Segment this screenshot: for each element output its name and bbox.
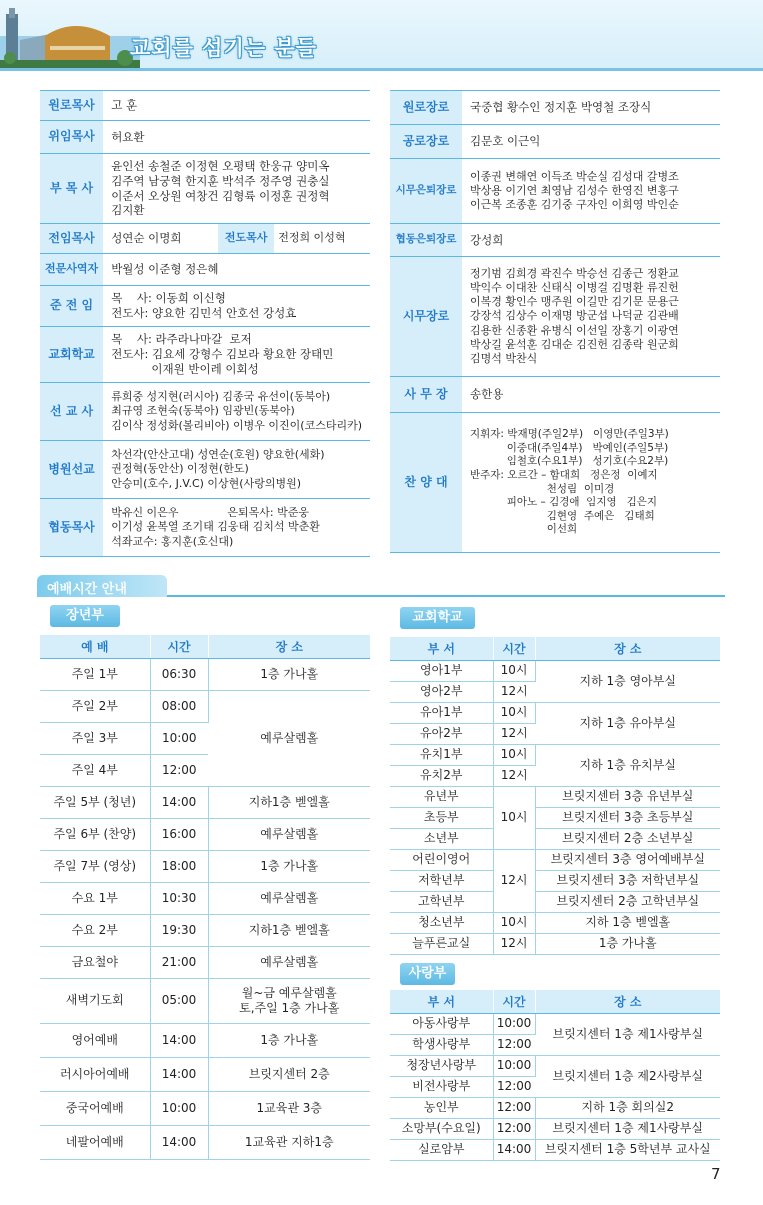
dept-name: 청소년부 <box>390 912 493 933</box>
worship-place: 1교육관 3층 <box>208 1091 370 1125</box>
dept-time: 10:00 <box>493 1013 535 1034</box>
table-row <box>390 744 720 765</box>
page-header <box>0 0 763 70</box>
dept-name: 소년부 <box>390 828 493 849</box>
table-row <box>40 1091 370 1125</box>
table-row <box>40 786 370 818</box>
love-section-label: 사랑부 <box>400 963 455 985</box>
column-header: 장 소 <box>535 990 720 1013</box>
table-row <box>390 1055 720 1076</box>
worship-time: 14:00 <box>150 786 208 818</box>
staff-names: 목 사: 이동희 이신형 전도사: 양요한 김민석 안호선 강성효 <box>103 286 370 327</box>
dept-time: 12시 <box>493 681 535 702</box>
dept-place: 브릿지센터 2층 고학년부실 <box>535 891 720 912</box>
staff-names: 성연순 이명희 <box>103 224 218 254</box>
column-header: 부 서 <box>390 990 493 1013</box>
table-row <box>390 1139 720 1160</box>
staff-role: 협동목사 <box>40 499 103 557</box>
staff-role: 시무장로 <box>390 257 462 377</box>
adult-section-label: 장년부 <box>50 605 120 627</box>
column-header: 장 소 <box>535 637 720 660</box>
worship-name: 러시아어예배 <box>40 1057 150 1091</box>
worship-name: 수요 2부 <box>40 914 150 946</box>
dept-name: 초등부 <box>390 807 493 828</box>
dept-place: 브릿지센터 1층 5학년부 교사실 <box>535 1139 720 1160</box>
table-header-row <box>40 635 370 658</box>
dept-name: 유년부 <box>390 786 493 807</box>
staff-names: 박유신 이은우 은퇴목사: 박준웅 이기성 윤복열 조기태 김웅태 김치석 박춘환 석좌교수: 홍지훈(호신대) <box>103 499 370 557</box>
staff-role: 선 교 사 <box>40 383 103 441</box>
header-divider <box>0 68 763 71</box>
dept-time: 10시 <box>493 786 535 849</box>
worship-name: 주일 3부 <box>40 722 150 754</box>
dept-place: 브릿지센터 1층 제1사랑부실 <box>535 1118 720 1139</box>
table-row <box>40 850 370 882</box>
staff-table-left <box>40 90 370 557</box>
staff-row <box>390 159 720 224</box>
worship-place: 예루살렘홀 <box>208 946 370 978</box>
table-row <box>40 690 370 722</box>
dept-name: 농인부 <box>390 1097 493 1118</box>
dept-name: 유아1부 <box>390 702 493 723</box>
worship-place: 예루살렘홀 <box>208 690 370 786</box>
staff-row <box>40 286 370 327</box>
worship-place: 1층 가나홀 <box>208 1023 370 1057</box>
staff-row <box>40 224 370 254</box>
staff-role: 부 목 사 <box>40 154 103 224</box>
staff-role: 원로장로 <box>390 91 462 125</box>
love-worship-table <box>390 990 720 1161</box>
dept-time: 12:00 <box>493 1034 535 1055</box>
table-row <box>390 1118 720 1139</box>
dept-name: 학생사랑부 <box>390 1034 493 1055</box>
table-row <box>40 818 370 850</box>
table-row <box>390 786 720 807</box>
dept-place: 지하 1층 회의실2 <box>535 1097 720 1118</box>
staff-names: 국중협 황수인 정지훈 박영철 조장식 <box>462 91 720 125</box>
dept-name: 늘푸른교실 <box>390 933 493 954</box>
worship-name: 주일 6부 (찬양) <box>40 818 150 850</box>
column-header: 부 서 <box>390 637 493 660</box>
staff-row <box>40 91 370 121</box>
staff-role: 공로장로 <box>390 125 462 159</box>
dept-place: 지하 1층 유치부실 <box>535 744 720 786</box>
worship-name: 네팔어예배 <box>40 1125 150 1159</box>
staff-row <box>390 257 720 377</box>
worship-place: 1교육관 지하1층 <box>208 1125 370 1159</box>
worship-name: 주일 4부 <box>40 754 150 786</box>
dept-place: 브릿지센터 2층 소년부실 <box>535 828 720 849</box>
dept-time: 12:00 <box>493 1118 535 1139</box>
table-row <box>40 978 370 1023</box>
staff-role: 전도목사 <box>218 224 274 254</box>
worship-time: 21:00 <box>150 946 208 978</box>
dept-time: 12시 <box>493 765 535 786</box>
table-row <box>390 807 720 828</box>
dept-place: 브릿지센터 3층 영어예배부실 <box>535 849 720 870</box>
table-row <box>40 658 370 690</box>
table-row <box>390 1097 720 1118</box>
table-row <box>390 870 720 891</box>
staff-row <box>390 91 720 125</box>
worship-time: 05:00 <box>150 978 208 1023</box>
staff-row <box>40 499 370 557</box>
worship-name: 새벽기도회 <box>40 978 150 1023</box>
adult-worship-table <box>40 635 370 1160</box>
staff-names: 송한용 <box>462 377 720 413</box>
staff-names: 류희중 성지현(러시아) 김종국 유선이(동북아) 최규영 조현숙(동북아) 임광빈(동북아) 김이삭 정성화(볼리비아) 이병우 이진이(코스타리카) <box>103 383 370 441</box>
staff-names: 박월성 이준형 정은혜 <box>103 254 370 286</box>
dept-place: 지하 1층 영아부실 <box>535 660 720 702</box>
table-row <box>40 946 370 978</box>
worship-time: 14:00 <box>150 1023 208 1057</box>
church-building-image <box>0 6 140 68</box>
school-section-label: 교회학교 <box>400 607 475 629</box>
dept-name: 유아2부 <box>390 723 493 744</box>
column-header: 시간 <box>150 635 208 658</box>
staff-role: 사 무 장 <box>390 377 462 413</box>
worship-place: 1층 가나홀 <box>208 658 370 690</box>
worship-place: 예루살렘홀 <box>208 818 370 850</box>
table-header-row <box>390 990 720 1013</box>
staff-row <box>40 121 370 154</box>
dept-place: 브릿지센터 3층 유년부실 <box>535 786 720 807</box>
staff-names: 강성희 <box>462 224 720 257</box>
dept-time: 10시 <box>493 702 535 723</box>
staff-row <box>390 125 720 159</box>
staff-names: 정기범 김희경 곽진수 박승선 김종근 정환교 박익수 이대찬 신태식 이병걸 김명환 류진헌 이복경 황인수 맹주원 이길만 김기문 문용근 강장석 김상수 이재명 방군섭 나덕균 김관배 김용한 신종환 유병식 이선일 장홍기 이광연 박상길 윤석훈 김대순 김진헌 김종락 원군희 김명석 박찬식 <box>462 257 720 377</box>
worship-time: 08:00 <box>150 690 208 722</box>
worship-name: 수요 1부 <box>40 882 150 914</box>
staff-row <box>40 154 370 224</box>
worship-time: 06:30 <box>150 658 208 690</box>
dept-place: 1층 가나홀 <box>535 933 720 954</box>
staff-names: 고 훈 <box>103 91 370 121</box>
table-row <box>40 1057 370 1091</box>
staff-role: 교회학교 <box>40 327 103 383</box>
dept-time: 12시 <box>493 723 535 744</box>
dept-place: 브릿지센터 1층 제1사랑부실 <box>535 1013 720 1055</box>
dept-name: 저학년부 <box>390 870 493 891</box>
staff-role: 전문사역자 <box>40 254 103 286</box>
dept-time: 10시 <box>493 744 535 765</box>
column-header: 시간 <box>493 637 535 660</box>
dept-time: 12시 <box>493 849 535 912</box>
column-header: 예 배 <box>40 635 150 658</box>
worship-name: 주일 7부 (영상) <box>40 850 150 882</box>
worship-place: 예루살렘홀 <box>208 882 370 914</box>
dept-place: 브릿지센터 3층 초등부실 <box>535 807 720 828</box>
worship-time: 18:00 <box>150 850 208 882</box>
table-row <box>390 702 720 723</box>
dept-name: 어린이영어 <box>390 849 493 870</box>
worship-time: 12:00 <box>150 754 208 786</box>
staff-row <box>390 224 720 257</box>
staff-names: 전정희 이성혁 <box>274 224 370 254</box>
staff-row <box>40 383 370 441</box>
dept-time: 10시 <box>493 912 535 933</box>
dept-place: 지하 1층 벧엘홀 <box>535 912 720 933</box>
dept-time: 14:00 <box>493 1139 535 1160</box>
table-row <box>40 1125 370 1159</box>
dept-time: 10시 <box>493 660 535 681</box>
staff-row <box>40 441 370 499</box>
worship-place: 브릿지센터 2층 <box>208 1057 370 1091</box>
dept-time: 10:00 <box>493 1055 535 1076</box>
dept-time: 12:00 <box>493 1076 535 1097</box>
worship-time: 14:00 <box>150 1057 208 1091</box>
table-row <box>390 828 720 849</box>
staff-row <box>40 327 370 383</box>
staff-role: 병원선교 <box>40 441 103 499</box>
worship-name: 주일 5부 (청년) <box>40 786 150 818</box>
worship-time: 19:30 <box>150 914 208 946</box>
staff-role: 찬 양 대 <box>390 413 462 553</box>
table-row <box>390 849 720 870</box>
dept-name: 소망부(수요일) <box>390 1118 493 1139</box>
worship-name: 금요철야 <box>40 946 150 978</box>
dept-name: 영아2부 <box>390 681 493 702</box>
page-title: 교회를 섬기는 분들 <box>130 36 317 60</box>
worship-name: 중국어예배 <box>40 1091 150 1125</box>
worship-name: 주일 2부 <box>40 690 150 722</box>
dept-name: 유치1부 <box>390 744 493 765</box>
dept-name: 청장년사랑부 <box>390 1055 493 1076</box>
worship-place: 지하1층 벧엘홀 <box>208 914 370 946</box>
dept-time: 12시 <box>493 933 535 954</box>
staff-role: 협동은퇴장로 <box>390 224 462 257</box>
dept-place: 지하 1층 유아부실 <box>535 702 720 744</box>
staff-names: 허요환 <box>103 121 370 154</box>
worship-name: 영어예배 <box>40 1023 150 1057</box>
table-row <box>390 933 720 954</box>
column-header: 장 소 <box>208 635 370 658</box>
worship-place: 1층 가나홀 <box>208 850 370 882</box>
staff-names: 목 사: 라주라나마갈 로저 전도사: 김요세 강형수 김보라 황요한 장태민 이재원 반이레 이회성 <box>103 327 370 383</box>
dept-place: 브릿지센터 3층 저학년부실 <box>535 870 720 891</box>
table-row <box>40 914 370 946</box>
staff-row <box>40 254 370 286</box>
dept-name: 비전사랑부 <box>390 1076 493 1097</box>
dept-place: 브릿지센터 1층 제2사랑부실 <box>535 1055 720 1097</box>
worship-place: 월~금 예루살렘홀 토,주일 1층 가나홀 <box>208 978 370 1023</box>
dept-time: 12:00 <box>493 1097 535 1118</box>
staff-names: 이종권 변해연 이득조 박순실 김성대 갈병조 박상용 이기연 최영남 김성수 한영진 변홍구 이근복 조종훈 김기중 구자인 이희영 박인순 <box>462 159 720 224</box>
worship-time: 14:00 <box>150 1125 208 1159</box>
dept-name: 고학년부 <box>390 891 493 912</box>
dept-name: 실로암부 <box>390 1139 493 1160</box>
dept-name: 영아1부 <box>390 660 493 681</box>
table-row <box>40 882 370 914</box>
worship-time: 10:30 <box>150 882 208 914</box>
dept-name: 아동사랑부 <box>390 1013 493 1034</box>
staff-names: 지휘자: 박재명(주일2부) 이영만(주일3부) 이중대(주일4부) 박예인(주일5부) 임철호(수요1부) 성기호(수요2부) 반주자: 오르간 – 함대희 정은정 이예지 천성림 이미경 피아노 – 김경애 임지영 김은지 김현영 주예은 김태희 이선희 <box>462 413 720 553</box>
staff-role: 준 전 임 <box>40 286 103 327</box>
page-number: 7 <box>711 1165 721 1183</box>
school-worship-table <box>390 637 720 955</box>
staff-names: 김문호 이근익 <box>462 125 720 159</box>
table-row <box>390 912 720 933</box>
worship-section-title: 예배시간 안내 <box>37 575 167 597</box>
staff-role: 원로목사 <box>40 91 103 121</box>
staff-role: 전임목사 <box>40 224 103 254</box>
staff-names: 윤인선 송철준 이정현 오평택 한웅규 양미옥 김주역 남궁혁 한지훈 박석주 정주영 권충실 이준서 오상원 여창건 김형륙 이정훈 권정혁 김지환 <box>103 154 370 224</box>
staff-role: 위임목사 <box>40 121 103 154</box>
staff-row <box>390 413 720 553</box>
staff-table-right <box>390 90 720 553</box>
worship-time: 16:00 <box>150 818 208 850</box>
table-row <box>390 891 720 912</box>
table-row <box>390 1013 720 1034</box>
worship-place: 지하1층 벧엘홀 <box>208 786 370 818</box>
staff-row <box>390 377 720 413</box>
worship-name: 주일 1부 <box>40 658 150 690</box>
column-header: 시간 <box>493 990 535 1013</box>
worship-time: 10:00 <box>150 1091 208 1125</box>
table-row <box>390 660 720 681</box>
table-row <box>40 1023 370 1057</box>
staff-names: 차선각(안산고대) 성연순(호원) 양요한(세화) 권정혁(동안산) 이정현(한도) 안승미(호수, J.V.C) 이상현(사랑의병원) <box>103 441 370 499</box>
table-header-row <box>390 637 720 660</box>
worship-time: 10:00 <box>150 722 208 754</box>
staff-role: 시무은퇴장로 <box>390 159 462 224</box>
dept-name: 유치2부 <box>390 765 493 786</box>
